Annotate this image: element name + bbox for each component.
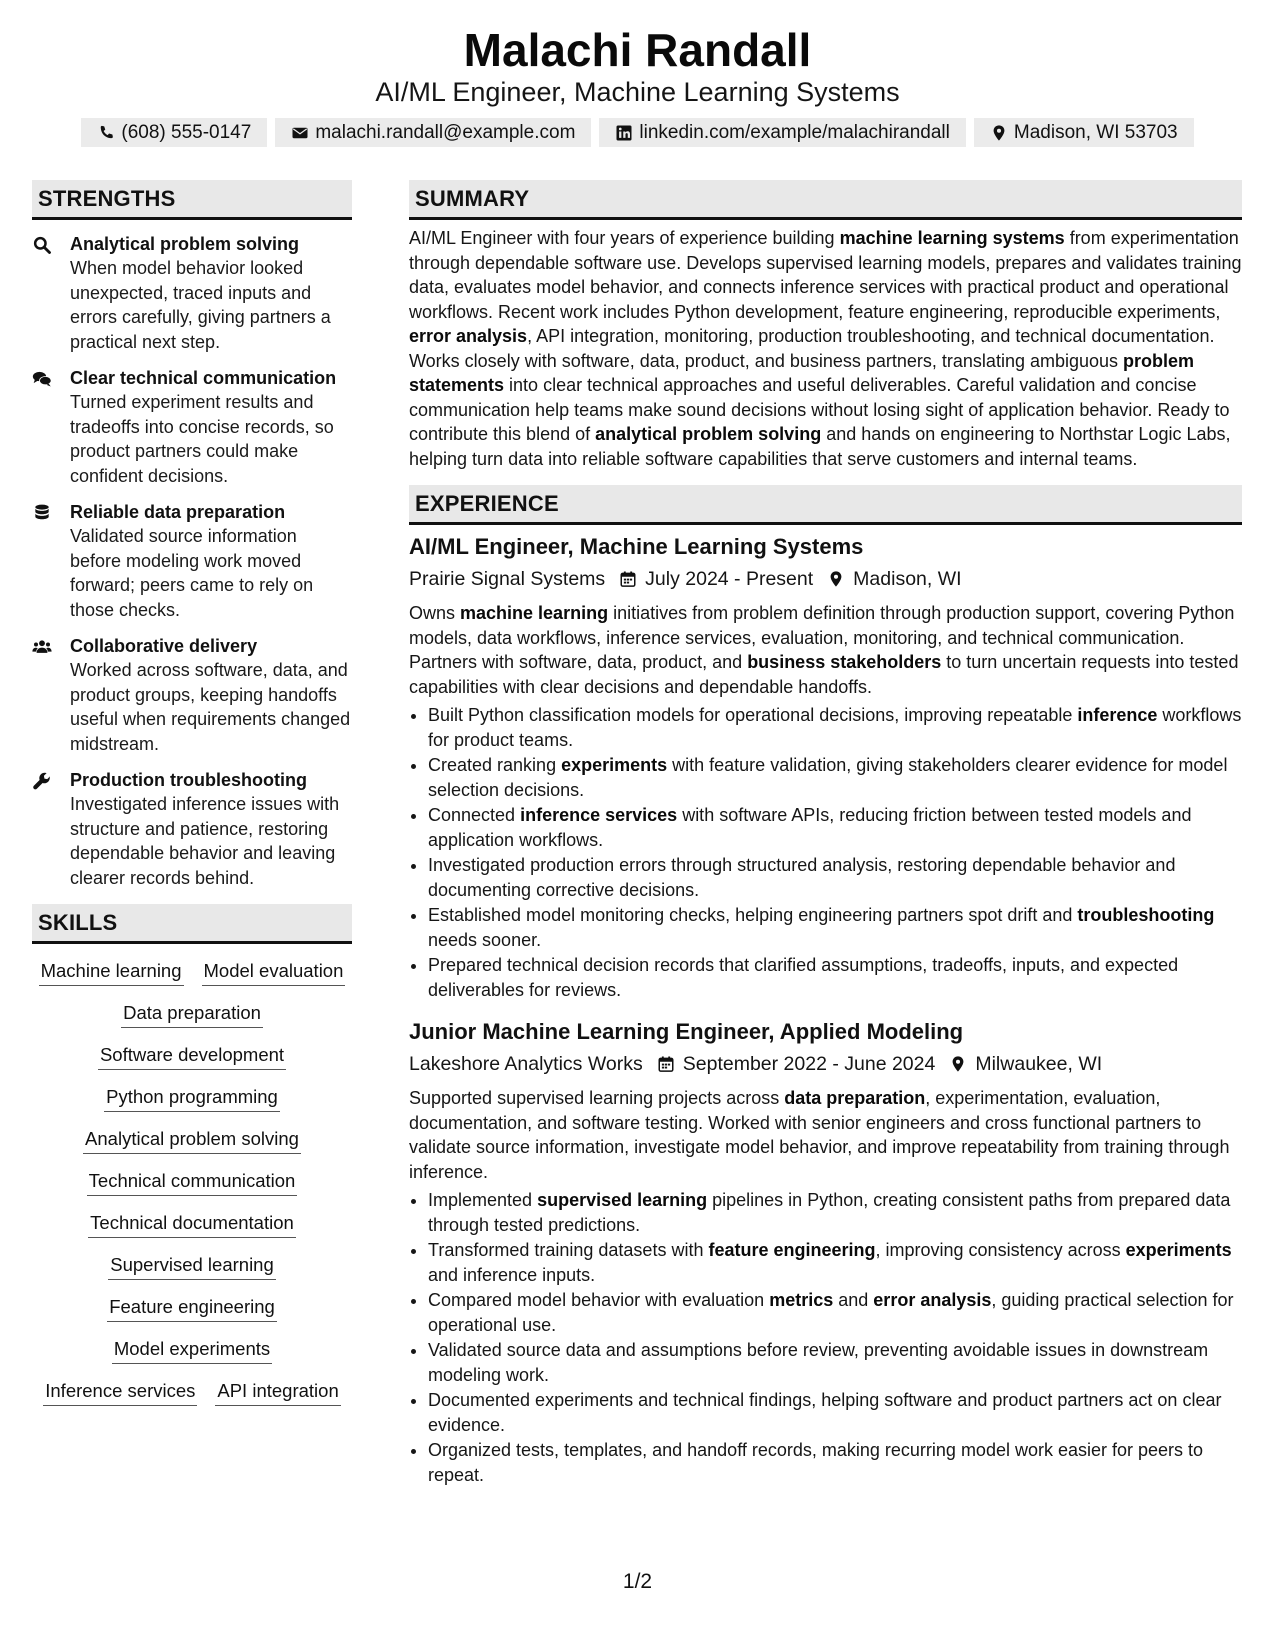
highlighted-text: inference services [520,805,678,825]
strength-title: Reliable data preparation [70,502,286,522]
highlighted-text: experiments [1125,1240,1232,1260]
linkedin-url: linkedin.com/example/malachirandall [639,122,950,143]
strength-title: Collaborative delivery [70,636,258,656]
left-column [32,180,352,1406]
strength-title: Production troubleshooting [70,770,307,790]
highlighted-text: data preparation [784,1088,926,1108]
text-run: Transformed training datasets with [428,1240,709,1260]
strengths-list [32,232,352,890]
strength-item [32,232,352,354]
map-pin-icon [813,570,853,588]
skill-tag: Supervised learning [108,1252,276,1280]
job-bullet [428,903,1242,952]
phone-icon [97,124,115,142]
experience-heading: EXPERIENCE [409,485,1242,525]
text-run: needs sooner. [428,929,542,950]
text-run: , API integration, monitoring, production troubleshooting, and technical documentation. Works closely with software, data, product, and business partners, translating ambiguous [409,326,1215,371]
skills-heading: SKILLS [32,904,352,944]
job-meta [409,565,1242,593]
strength-description: Worked across software, data, and product groups, keeping handoffs useful when requirements changed midstream. [70,660,351,754]
comments-icon [32,366,70,488]
text-run: Connected [428,805,521,825]
strengths-heading: STRENGTHS [32,180,352,220]
location-text: Madison, WI 53703 [1013,122,1178,143]
job-dates: September 2022 - June 2024 [682,1053,936,1075]
job-title: Junior Machine Learning Engineer, Applied Modeling [409,1019,964,1044]
skill-tag: Model evaluation [202,958,346,986]
highlighted-text: business stakeholders [747,652,942,672]
skill-tag: Inference services [43,1378,197,1406]
text-run: and inference inputs. [428,1264,596,1285]
job-bullet [428,853,1242,902]
contact-location [974,118,1194,147]
users-icon [32,634,70,756]
skill-tag: Technical communication [87,1168,298,1196]
page-number: 1/2 [622,1570,653,1593]
job-description [409,1086,1242,1184]
text-run: Compared model behavior with evaluation [428,1290,770,1310]
map-pin-icon [990,124,1008,142]
skill-tag: Data preparation [121,1000,263,1028]
contact-phone[interactable] [81,118,267,147]
job-bullet [428,1438,1242,1487]
job-bullet [428,1338,1242,1387]
job-bullet [428,953,1242,1002]
text-run: with feature validation, giving stakeholders clearer evidence for model selection decisions. [428,755,1228,800]
email-address: malachi.randall@example.com [315,122,576,143]
text-run: with software APIs, reducing friction between tested models and application workflows. [428,805,1192,850]
text-run: pipelines in Python, creating consistent paths from prepared data through tested predictions. [428,1190,1231,1235]
text-run: and [833,1290,874,1310]
job-bullet [428,1388,1242,1437]
job-dates: July 2024 - Present [645,568,814,590]
candidate-headline: AI/ML Engineer, Machine Learning Systems [375,77,900,107]
skill-tag: API integration [215,1378,340,1406]
strength-item [32,768,352,890]
right-column [409,180,1242,1488]
strength-item [32,634,352,756]
linkedin-icon [615,124,633,142]
text-run: Supported supervised learning projects across [409,1088,785,1108]
text-run: workflows for product teams. [428,705,1242,750]
text-run: Validated source data and assumptions before review, preventing avoidable issues in downstream modeling work. [428,1340,1209,1385]
skill-tag: Machine learning [39,958,184,986]
highlighted-text: metrics [769,1290,834,1310]
job-bullet [428,753,1242,802]
skill-tag: Technical documentation [88,1210,296,1238]
job-location: Milwaukee, WI [975,1053,1103,1075]
highlighted-text: error analysis [409,326,528,346]
highlighted-text: experiments [561,755,668,775]
text-run: Established model monitoring checks, helping engineering partners spot drift and [428,905,1078,925]
wrench-icon [32,768,70,890]
highlighted-text: troubleshooting [1077,905,1215,925]
text-run: Documented experiments and technical findings, helping software and product partners act on clear evidence. [428,1390,1222,1435]
job-entry [409,533,1242,1002]
text-run: Organized tests, templates, and handoff records, making recurring model work easier for peers to repeat. [428,1440,1204,1485]
job-bullet [428,1188,1242,1237]
highlighted-text: machine learning [460,603,609,623]
contact-bar [0,118,1275,147]
summary-heading: SUMMARY [409,180,1242,220]
text-run: Investigated production errors through structured analysis, restoring dependable behavior and documenting corrective decisions. [428,855,1176,900]
text-run: from experimentation through dependable software use. Develops supervised learning models, prepares and validates training data, evaluates model behavior, and connects inference services with practical product and operational workflows. Recent work includes Python development, feature engineering, reproducible experiments, [409,228,1242,322]
calendar-icon [643,1055,683,1073]
highlighted-text: inference [1077,705,1158,725]
text-run: Implemented [428,1190,538,1210]
skill-tag: Model experiments [112,1336,272,1364]
contact-linkedin[interactable] [599,118,966,147]
text-run: Owns [409,603,461,623]
summary-text [409,226,1242,471]
job-entry [409,1018,1242,1487]
text-run: AI/ML Engineer with four years of experience building [409,228,840,248]
highlighted-text: analytical problem solving [595,424,822,444]
database-icon [32,500,70,622]
company-name: Prairie Signal Systems [409,568,606,590]
envelope-icon [291,124,309,142]
text-run: into clear technical approaches and useful deliverables. Careful validation and concise communication help teams make sound decisions without losing sight of application behavior. Ready to contribute this blend of [409,375,1230,444]
text-run: Prepared technical decision records that clarified assumptions, tradeoffs, inputs, and expected deliverables for reviews. [428,955,1179,1000]
job-title: AI/ML Engineer, Machine Learning Systems [409,534,864,559]
skill-tag: Software development [98,1042,286,1070]
strength-description: When model behavior looked unexpected, traced inputs and errors carefully, giving partners a practical next step. [70,258,331,352]
skill-tag: Python programming [104,1084,280,1112]
highlighted-text: error analysis [873,1290,992,1310]
text-run: , guiding practical selection for operational use. [428,1290,1234,1335]
skills-list [32,958,352,1406]
job-bullet [428,1238,1242,1287]
contact-email[interactable] [275,118,591,147]
text-run: , improving consistency across [875,1240,1126,1260]
strength-item [32,366,352,488]
highlighted-text: machine learning systems [839,228,1065,248]
strength-title: Clear technical communication [70,368,337,388]
company-name: Lakeshore Analytics Works [409,1053,643,1075]
job-location: Madison, WI [853,568,962,590]
phone-number: (608) 555-0147 [121,122,252,143]
job-bullet [428,703,1242,752]
strength-description: Turned experiment results and tradeoffs into concise records, so product partners could make confident decisions. [70,392,334,486]
job-bullet [428,803,1242,852]
resume-header [0,0,1275,147]
text-run: , experimentation, evaluation, documentation, and software testing. Worked with senior engineers and cross functional partners to validate source information, investigate model behavior, and improve repeatability from training through inference. [409,1088,1230,1182]
search-icon [32,232,70,354]
candidate-name: Malachi Randall [463,24,812,76]
skill-tag: Analytical problem solving [83,1126,301,1154]
highlighted-text: feature engineering [708,1240,876,1260]
text-run: Built Python classification models for operational decisions, improving repeatable [428,705,1078,725]
calendar-icon [605,570,645,588]
highlighted-text: supervised learning [537,1190,708,1210]
job-meta [409,1050,1242,1078]
job-description [409,601,1242,699]
highlighted-text: problem statements [409,350,1195,395]
job-bullet [428,1288,1242,1337]
text-run: initiatives from problem definition through production support, covering Python models, data workflows, inference services, evaluation, monitoring, and technical communication. Partners with software, data, product, and [409,603,1235,672]
text-run: Created ranking [428,755,562,775]
skill-tag: Feature engineering [107,1294,277,1322]
strength-description: Investigated inference issues with structure and patience, restoring dependable behavior and leaving clearer records behind. [70,794,340,888]
strength-item [32,500,352,622]
text-run: and hands on engineering to Northstar Logic Labs, helping turn data into reliable software capabilities that serve customers and internal teams. [409,424,1231,469]
strength-description: Validated source information before modeling work moved forward; peers came to rely on those checks. [70,526,314,620]
text-run: to turn uncertain requests into tested capabilities with clear decisions and dependable handoffs. [409,652,1239,697]
job-bullets [409,703,1242,1002]
strength-title: Analytical problem solving [70,234,300,254]
map-pin-icon [935,1055,975,1073]
job-bullets [409,1188,1242,1487]
